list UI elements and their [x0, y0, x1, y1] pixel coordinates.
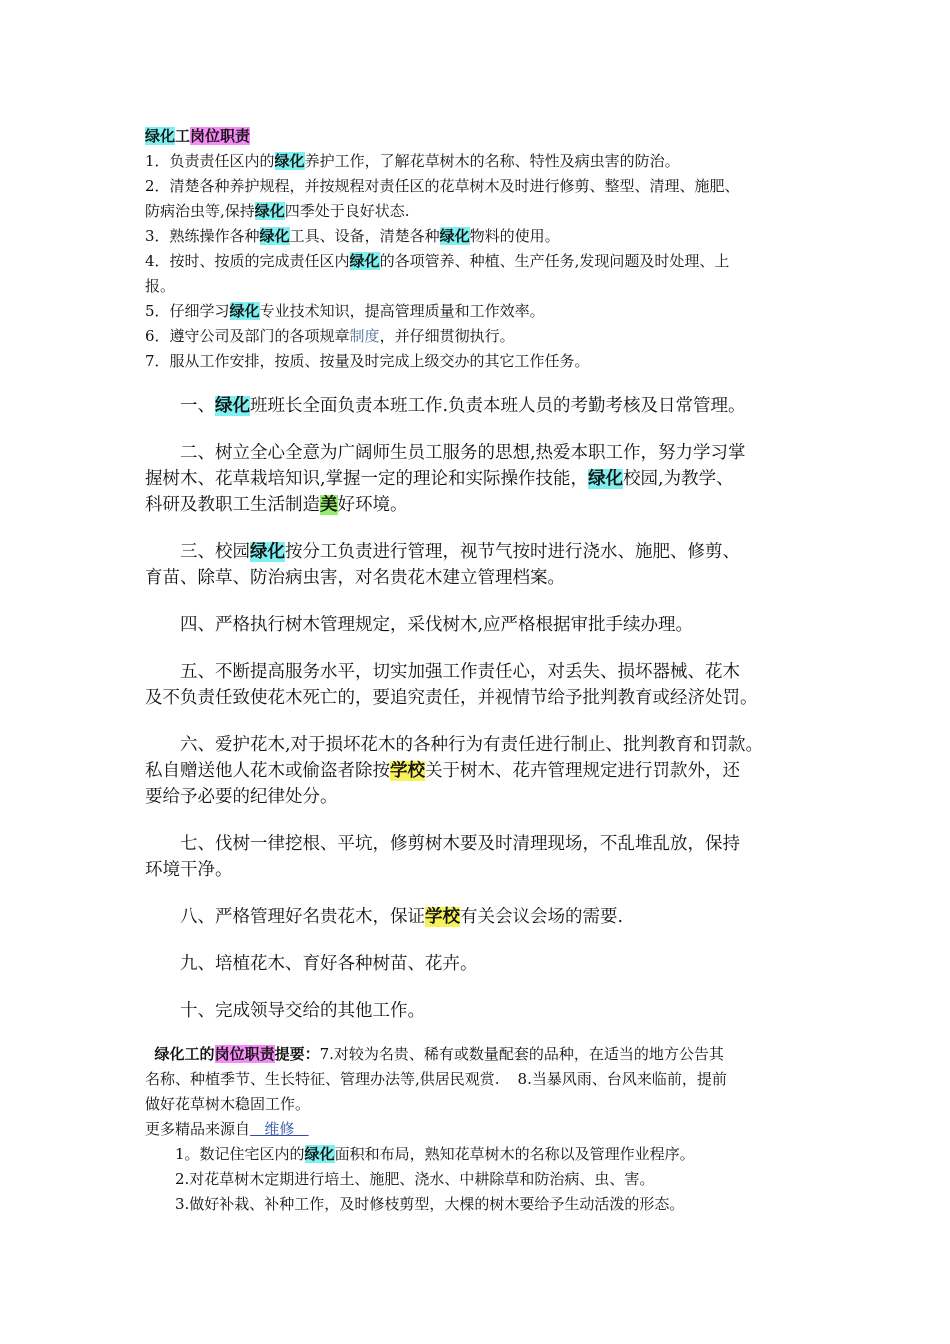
- summary-line-2: 名称、种植季节、生长特征、管理办法等,供居民观赏. 8.当暴风雨、台风来临前，提前: [145, 1070, 727, 1088]
- duty-item-4-cont: 报。: [145, 277, 176, 295]
- summary-heading-line: 绿化工的岗位职责提要：7.对较为名贵、稀有或数量配套的品种，在适当的地方公告其: [154, 1045, 724, 1063]
- rule-7: 七、伐树一律挖根、平坑，修剪树木要及时清理现场，不乱堆乱放，保持 环境干净。: [145, 834, 740, 880]
- rule-1: 一、绿化班班长全面负责本班工作.负责本班人员的考勤考核及日常管理。: [180, 396, 746, 416]
- highlight-greening: 绿化: [259, 227, 290, 245]
- summary-item-1: 1。数记住宅区内的绿化面积和布局，熟知花草树木的名称以及管理作业程序。: [175, 1145, 695, 1163]
- highlight-greening: 绿化: [229, 302, 260, 320]
- duty-item-3: 3．熟练操作各种绿化工具、设备，清楚各种绿化物料的使用。: [145, 227, 560, 245]
- rule-8: 八、严格管理好名贵花木，保证学校有关会议会场的需要.: [180, 907, 624, 927]
- duty-item-1: 1．负责责任区内的绿化养护工作，了解花草树木的名称、特性及病虫害的防治。: [145, 152, 680, 170]
- highlight-greening: 绿化: [304, 1145, 335, 1163]
- duty-item-6: 6．遵守公司及部门的各项规章制度，并仔细贯彻执行。: [145, 327, 515, 345]
- rule-10: 十、完成领导交给的其他工作。: [180, 1001, 425, 1021]
- highlight-school: 学校: [425, 907, 460, 927]
- highlight-greening: 绿化: [588, 469, 624, 489]
- highlight-beauty: 美: [320, 495, 338, 515]
- rule-4: 四、严格执行树木管理规定，采伐树木,应严格根据审批手续办理。: [180, 615, 694, 635]
- more-source-line: 更多精品来源自 维修: [145, 1120, 309, 1138]
- rule-6: 六、爱护花木,对于损坏花木的各种行为有责任进行制止、批判教育和罚款。 私自赠送他人花木或偷盗者除按学校关于树木、花卉管理规定进行罚款外，还 要给予必要的纪律处分。: [145, 735, 764, 807]
- summary-item-3: 3.做好补栽、补种工作，及时修枝剪型，大棵的树木要给予生动活泼的形态。: [175, 1195, 685, 1213]
- highlight-greening: 绿化: [274, 152, 305, 170]
- duty-item-7: 7．服从工作安排，按质、按量及时完成上级交办的其它工作任务。: [145, 352, 590, 370]
- highlight-greening: 绿化: [250, 542, 285, 562]
- rule-3: 三、校园绿化按分工负责进行管理，视节气按时进行浇水、施肥、修剪、 育苗、除草、防治病虫害，对名贵花木建立管理档案。: [145, 542, 740, 588]
- summary-item-2: 2.对花草树木定期进行培土、施肥、浇水、中耕除草和防治病、虫、害。: [175, 1170, 655, 1188]
- duty-item-2-cont: 防病治虫等,保持绿化四季处于良好状态.: [145, 202, 410, 220]
- rule-5: 五、不断提高服务水平，切实加强工作责任心，对丢失、损坏器械、花木 及不负责任致使花木死亡的，要追究责任，并视情节给予批判教育或经济处罚。: [145, 662, 758, 708]
- highlight-greening: 绿化: [349, 252, 380, 270]
- rule-9: 九、培植花木、育好各种树苗、花卉。: [180, 954, 478, 974]
- highlight-job-duties: 岗位职责: [214, 1045, 275, 1063]
- title-text: 工: [175, 127, 191, 145]
- highlight-job-duties: 岗位职责: [190, 127, 251, 145]
- system-link-text: 制度: [349, 327, 380, 345]
- summary-section: [145, 1042, 825, 1217]
- numbered-rules-section: [145, 393, 815, 1045]
- duties-title: [145, 124, 815, 149]
- highlight-greening: 绿化: [254, 202, 285, 220]
- summary-line-3: 做好花草树木稳固工作。: [145, 1095, 311, 1113]
- highlight-greening: 绿化: [145, 127, 176, 145]
- duty-item-2: 2．清楚各种养护规程，并按规程对责任区的花草树木及时进行修剪、整型、清理、施肥、: [145, 177, 740, 195]
- highlight-greening: 绿化: [439, 227, 470, 245]
- repair-link[interactable]: 维修: [250, 1120, 309, 1138]
- highlight-school: 学校: [390, 761, 425, 781]
- highlight-greening: 绿化: [215, 396, 250, 416]
- duties-list-section: [145, 124, 815, 374]
- duty-item-5: 5．仔细学习绿化专业技术知识，提高管理质量和工作效率。: [145, 302, 545, 320]
- rule-2: 二、树立全心全意为广阔师生员工服务的思想,热爱本职工作，努力学习掌 握树木、花草栽培知识,掌握一定的理论和实际操作技能，绿化校园,为教学、 科研及教职工生活制造美好环境。: [145, 443, 746, 515]
- duty-item-4: 4．按时、按质的完成责任区内绿化的各项管养、种植、生产任务,发现问题及时处理、上: [145, 252, 730, 270]
